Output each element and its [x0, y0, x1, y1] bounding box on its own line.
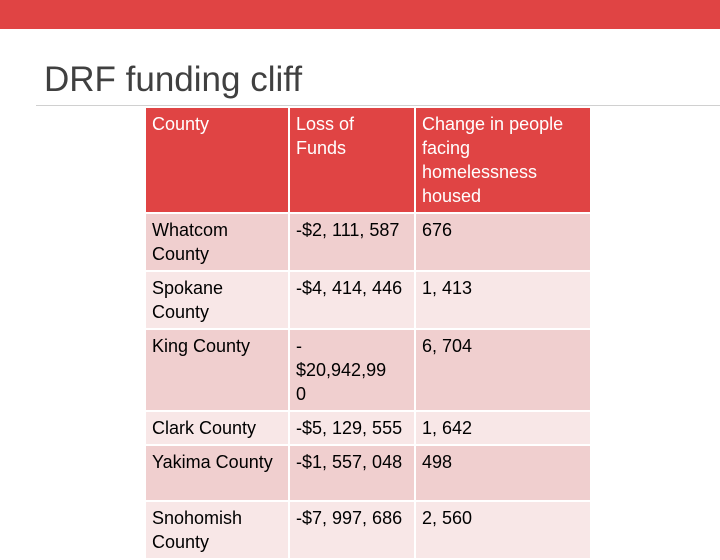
cell-change: 2, 560 — [415, 501, 591, 559]
table-header-row — [145, 107, 591, 213]
cell-county: Clark County — [145, 411, 289, 445]
cell-change: 6, 704 — [415, 329, 591, 411]
cell-county: King County — [145, 329, 289, 411]
cell-change: 1, 642 — [415, 411, 591, 445]
table-row — [145, 501, 591, 559]
cell-loss: -$4, 414, 446 — [289, 271, 415, 329]
cell-loss: - $20,942,99 0 — [289, 329, 415, 411]
cell-county: Snohomish County — [145, 501, 289, 559]
top-accent-bar — [0, 0, 720, 29]
cell-loss: -$2, 111, 587 — [289, 213, 415, 271]
funding-table — [144, 106, 592, 560]
table-row — [145, 271, 591, 329]
cell-loss: -$7, 997, 686 — [289, 501, 415, 559]
cell-change: 1, 413 — [415, 271, 591, 329]
cell-change: 498 — [415, 445, 591, 501]
cell-change: 676 — [415, 213, 591, 271]
cell-county: Yakima County — [145, 445, 289, 501]
table-row — [145, 213, 591, 271]
header-county: County — [145, 107, 289, 213]
header-loss-of-funds: Loss of Funds — [289, 107, 415, 213]
cell-loss: -$5, 129, 555 — [289, 411, 415, 445]
table-row — [145, 411, 591, 445]
cell-county: Whatcom County — [145, 213, 289, 271]
table-row — [145, 445, 591, 501]
cell-loss-wrapped: $20,942,99 0 — [296, 360, 387, 404]
header-change-housed: Change in people facing homelessness housed — [415, 107, 591, 213]
slide-title: DRF funding cliff — [44, 60, 303, 99]
table-row — [145, 329, 591, 411]
cell-county: Spokane County — [145, 271, 289, 329]
cell-loss: -$1, 557, 048 — [289, 445, 415, 501]
